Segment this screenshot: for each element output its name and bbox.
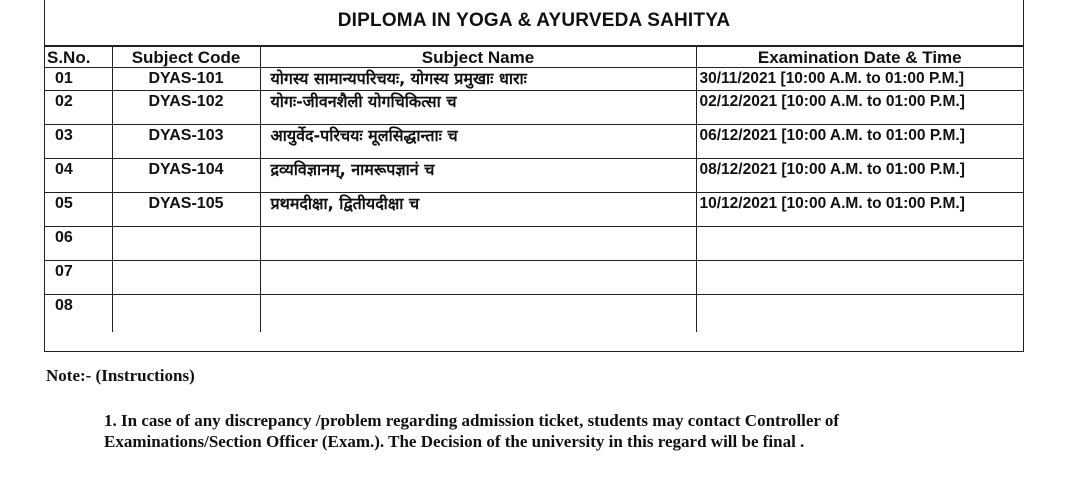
header-exam-date-time: Examination Date & Time: [696, 47, 1023, 68]
table-row: [45, 261, 1023, 295]
row-exam-date-time: 30/11/2021 [10:00 A.M. to 01:00 P.M.]: [696, 68, 1023, 91]
row-sno: 02: [45, 91, 112, 125]
row-subject-code: [112, 227, 260, 261]
note-instruction-line-1: 1. In case of any discrepancy /problem regarding admission ticket, students may contact Controller of: [104, 411, 840, 430]
row-subject-name: [260, 295, 696, 332]
table-row: [45, 193, 1023, 227]
table-row: [45, 125, 1023, 159]
row-subject-code: DYAS-104: [112, 159, 260, 193]
row-sno: 07: [45, 261, 112, 295]
table-row: [45, 159, 1023, 193]
row-exam-date-time: [696, 261, 1023, 295]
note-title: Note:- (Instructions): [46, 366, 195, 385]
row-sno: 04: [45, 159, 112, 193]
exam-schedule-table-frame: [44, 0, 1024, 352]
row-sno: 08: [45, 295, 112, 332]
row-subject-name: [260, 227, 696, 261]
row-sno: 03: [45, 125, 112, 159]
row-exam-date-time: 10/12/2021 [10:00 A.M. to 01:00 P.M.]: [696, 193, 1023, 227]
row-subject-code: [112, 295, 260, 332]
row-exam-date-time: 08/12/2021 [10:00 A.M. to 01:00 P.M.]: [696, 159, 1023, 193]
row-subject-code: DYAS-103: [112, 125, 260, 159]
document-title: DIPLOMA IN YOGA & AYURVEDA SAHITYA: [45, 0, 1023, 46]
table-header-row: [45, 47, 1023, 68]
header-sno: S.No.: [45, 47, 112, 68]
table-row: [45, 227, 1023, 261]
row-subject-name: योगः-जीवनशैली योगचिकित्सा च: [260, 91, 696, 125]
table-row: [45, 295, 1023, 332]
row-sno: 05: [45, 193, 112, 227]
table-row: [45, 91, 1023, 125]
header-subject-code: Subject Code: [112, 47, 260, 68]
row-subject-code: DYAS-101: [112, 68, 260, 91]
header-subject-name: Subject Name: [260, 47, 696, 68]
row-subject-name: प्रथमदीक्षा, द्वितीयदीक्षा च: [260, 193, 696, 227]
row-subject-code: DYAS-105: [112, 193, 260, 227]
row-sno: 01: [45, 68, 112, 91]
note-instruction-line-2: Examinations/Section Officer (Exam.). The Decision of the university in this regard will be final .: [104, 432, 805, 451]
row-subject-code: [112, 261, 260, 295]
row-subject-name: द्रव्यविज्ञानम्, नामरूपज्ञानं च: [260, 159, 696, 193]
row-subject-name: योगस्य सामान्यपरिचयः, योगस्य प्रमुखाः धाराः: [260, 68, 696, 91]
row-exam-date-time: 02/12/2021 [10:00 A.M. to 01:00 P.M.]: [696, 91, 1023, 125]
row-exam-date-time: [696, 295, 1023, 332]
row-subject-name: आयुर्वेद-परिचयः मूलसिद्धान्ताः च: [260, 125, 696, 159]
row-sno: 06: [45, 227, 112, 261]
exam-schedule-table: [45, 46, 1023, 332]
note-instruction-text: [104, 410, 1034, 452]
table-row: [45, 68, 1023, 91]
row-subject-name: [260, 261, 696, 295]
row-exam-date-time: [696, 227, 1023, 261]
row-subject-code: DYAS-102: [112, 91, 260, 125]
row-exam-date-time: 06/12/2021 [10:00 A.M. to 01:00 P.M.]: [696, 125, 1023, 159]
